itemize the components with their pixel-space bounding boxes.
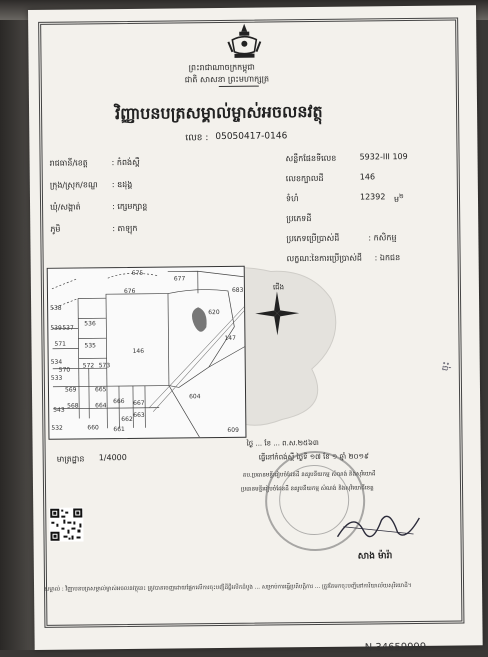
parcel-label: 675 (131, 269, 144, 277)
land-condition-value: : ឯកជន (374, 253, 401, 263)
motto-heading: ជាតិ សាសនា ព្រះមហាក្សត្រ (184, 74, 270, 85)
parcel-label: 667 (133, 399, 145, 407)
parcel-label: 683 (231, 286, 244, 294)
scale-label: មាត្រដ្ឋាន (56, 454, 85, 464)
cadastral-map (47, 266, 247, 440)
parcel-label: 665 (94, 386, 107, 394)
parcel-label: 572 (82, 362, 95, 370)
parcel-label: 570 (58, 366, 71, 374)
footer-note: សម្គាល់ : វិញ្ញាបនបត្រសម្គាល់ម្ចាស់អចលនវត្ថុនេះ ត្រូវបានចេញដោយផ្អែកលើការចុះបញ្ជីដីធ្លីលើកដំបូង ... សម្រាប់ការធ្វើប្រតិបត្តិការ ... ត្រូវតែមកចុះបញ្ជីនៅការិយាល័យសុរិយោដី។ (44, 583, 412, 593)
signing-title-1: តប.ប្រធានមន្ទីររៀបចំដែនដី នគរូបនីយកម្ម សំណង់ និងសុរិយោដី (242, 471, 376, 479)
parcel-lines (48, 267, 246, 439)
parcel-label: លេខក្បាលដី (285, 173, 324, 184)
parcel-label: 663 (133, 411, 145, 419)
compass-icon (255, 291, 299, 335)
parcel-label: 609 (227, 426, 239, 434)
land-use-label: ប្រភេទប្រើប្រាស់ដី (286, 233, 340, 244)
certificate-number-label: លេខ : (185, 133, 209, 144)
province-value: : កំពង់ស្ពឺ (111, 157, 140, 168)
parcel-label: 662 (121, 415, 133, 424)
parcel-label: 568 (67, 402, 79, 410)
signing-place-date: ធ្វើនៅកំពង់ស្ពឺ ថ្ងៃទី ១៧ ខែ ១ ឆ្នាំ ២០១៩ (258, 452, 369, 462)
parcel-label: 538 (50, 304, 62, 312)
parcel-label: 666 (113, 398, 125, 406)
document-title: វិញ្ញាបនបត្រសម្គាល់ម្ចាស់អចលនវត្ថុ (114, 101, 323, 124)
parcel-label: 604 (189, 393, 201, 401)
commune-label: ឃុំ/សង្កាត់ (50, 202, 81, 212)
parcel-label: 569 (64, 386, 77, 394)
parcel-label: 535 (84, 342, 97, 350)
north-label: ជើង (272, 283, 285, 292)
map-sheet-value: 5932-III 109 (359, 152, 408, 162)
margin-handwriting: ចុះ (440, 360, 453, 373)
area-unit-text: ម (393, 194, 400, 204)
parcel-label: 533 (50, 374, 63, 382)
certificate-paper (28, 5, 483, 654)
area-unit-sup: ២ (399, 193, 404, 201)
land-type-label: ប្រភេទដី (286, 214, 312, 224)
certificate-number: 05050417-0146 (215, 131, 288, 143)
parcel-label: 532 (51, 424, 63, 432)
parcel-label: 571 (54, 340, 66, 348)
signer-name: សាង ម៉ារ៉ា (357, 551, 393, 562)
royal-emblem-icon (224, 22, 264, 60)
map-sheet-label: សន្លឹកផែនទីលេខ (285, 153, 337, 164)
area-unit (394, 192, 404, 206)
province-label: រាជធានី/ខេត្ត (49, 158, 88, 168)
village-label: ភូមិ (50, 224, 61, 234)
land-condition-label: លក្ខណៈនៃការប្រើប្រាស់ដី (286, 253, 363, 264)
commune-value: : ក្សេមក្សាន្ត (112, 201, 148, 212)
area-label: ទំហំ (285, 194, 299, 204)
district-value: : ឧដុង្គ (111, 179, 133, 190)
parcel-label: 661 (113, 426, 125, 434)
parcel-label: 147 (224, 334, 236, 342)
area-value: 12392 (359, 192, 386, 202)
village-value: : តាឡុក (112, 223, 138, 234)
parcel-label: 660 (87, 424, 99, 432)
parcel-label: 676 (123, 287, 136, 296)
qr-code-icon (49, 507, 83, 541)
parcel-label: 664 (95, 402, 107, 410)
scale-value: 1/4000 (98, 452, 127, 463)
lunar-date: ថ្ងៃ ... ខែ ... ព.ស.២៥៦៣ (246, 438, 319, 448)
parcel-label: 677 (173, 275, 186, 283)
parcel-label: 146 (132, 347, 145, 355)
district-label: ក្រុង/ស្រុក/ខណ្ឌ (49, 180, 98, 190)
parcel-label: 620 (208, 309, 220, 317)
signature-icon (333, 506, 423, 547)
parcel-label: 536 (84, 320, 96, 328)
parcel-label: 534 (50, 358, 63, 366)
kingdom-heading: ព្រះរាជាណាចក្រកម្ពុជា (188, 62, 255, 73)
parcel-label: 539 (50, 324, 62, 332)
parcel-label: 573 (98, 362, 111, 370)
land-use-value: : កសិកម្ម (368, 233, 397, 243)
serial-number: N 34659999 (364, 641, 427, 654)
parcel-value: 146 (359, 172, 376, 182)
signing-title-2: ប្រធានមន្ទីររៀបចំដែនដី នគរូបនីយកម្ម សំណង់ និងសុរិយោដីខេត្ត (241, 485, 374, 493)
parcel-label: 543 (53, 406, 65, 414)
parcel-label: 537 (62, 324, 74, 332)
